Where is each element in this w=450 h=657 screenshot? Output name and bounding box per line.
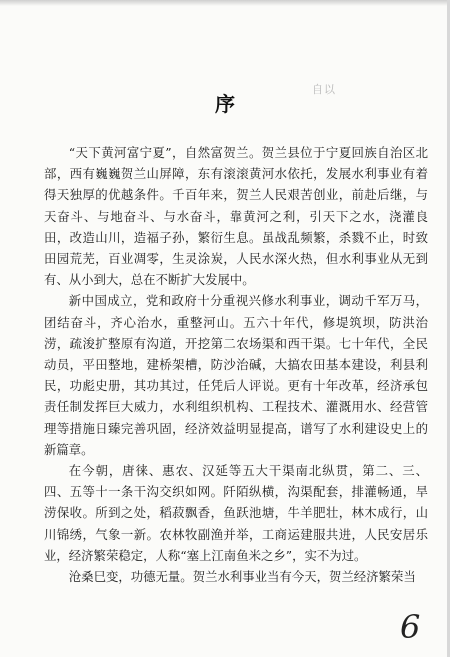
scan-edge-top xyxy=(0,0,450,6)
page-number: 6 xyxy=(400,608,421,646)
paragraph-2: 新中国成立，党和政府十分重视兴修水利事业，调动千军万马，团结奋斗，齐心治水，重整河山。五六十年代，修堤筑坝，防洪治涝，疏浚扩整原有沟道，开挖第二农场渠和西干渠。七十年代，全民动员，平田整地，建桥架槽，防沙治碱，大搞农田基本建设，利县利民，功彪史册，其功其过，任凭后人评说。更有十年改革，经济承包责任制发挥巨大威力，水利组织机构、工程技术、灌溉用水、经营管理等措施日臻完善巩固，经济效益明显提高，谱写了水利建设史上的新篇章。 xyxy=(44,293,428,457)
page-title: 序 xyxy=(215,92,235,116)
paragraph-1: “天下黄河富宁夏”，自然富贺兰。贺兰县位于宁夏回族自治区北部，西有巍巍贺兰山屏障，东有滚滚黄河水依托，发展水利事业有着得天独厚的优越条件。千百年来，贺兰人民艰苦创业，前赴后继，与天奋斗、与地奋斗、与水奋斗，靠黄河之利，引天下之水，浇灌良田，改造山川，造福子孙，繁衍生息。虽战乱频繁，杀戮不止，时致田园荒芜，百业凋零，生灵涂炭，人民水深火热，但水利事业从无到有、从小到大，总在不断扩大发展中。 xyxy=(44,145,428,288)
bleed-through-text: 自以 xyxy=(312,83,336,96)
body-text xyxy=(44,142,428,587)
paragraph-4: 沧桑巳变，功德无量。贺兰水利事业当有今天，贺兰经济繁荣当 xyxy=(68,569,416,585)
paragraph-3: 在今朝，唐徕、惠农、汉延等五大干渠南北纵贯，第二、三、四、五等十一条干沟交织如网。阡陌纵横，沟渠配套，排灌畅通，旱涝保收。所到之处，稻菽飘香，鱼跃池塘，牛羊肥壮，林木成行，山川锦绣，气象一新。农林牧副渔并举，工商运建服共进，人民安居乐业，经济繁荣稳定，人称“塞上江南鱼米之乡”，实不为过。 xyxy=(44,463,428,563)
